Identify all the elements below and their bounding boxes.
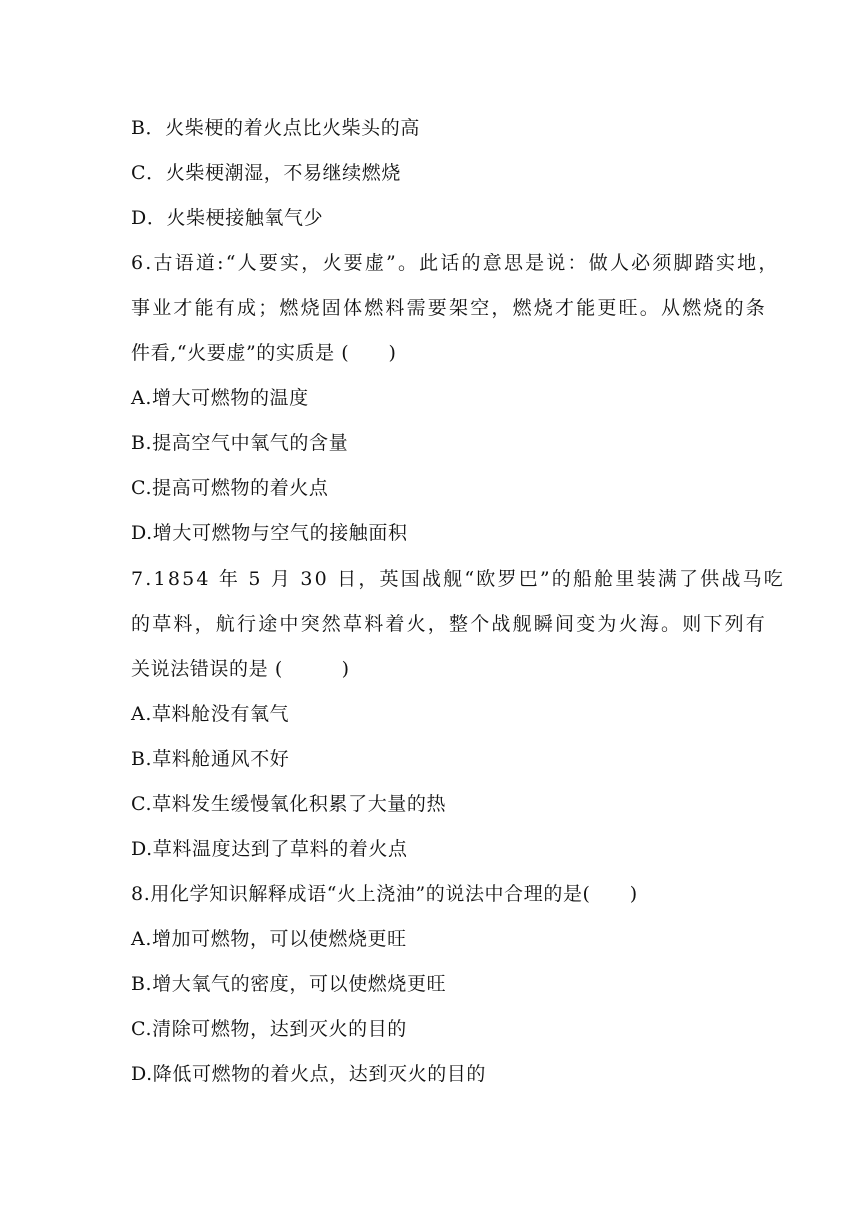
q6-option-b: B.提高空气中氧气的含量 [131, 432, 349, 454]
q8-stem-line-1: 8.用化学知识解释成语“火上浇油”的说法中合理的是( ) [131, 883, 638, 905]
q5-option-d: D．火柴梗接触氧气少 [131, 207, 324, 229]
q6-stem-line-1: 6.古语道:“人要实，火要虚”。此话的意思是说：做人必须脚踏实地， [131, 252, 780, 274]
q6-stem-line-3: 件看,“火要虚”的实质是 ( ) [131, 342, 397, 364]
q6-option-c: C.提高可燃物的着火点 [131, 477, 329, 499]
q6-option-d: D.增大可燃物与空气的接触面积 [131, 522, 408, 544]
q7-option-b: B.草料舱通风不好 [131, 748, 290, 770]
q5-option-b: B．火柴梗的着火点比火柴头的高 [131, 117, 420, 139]
q7-option-c: C.草料发生缓慢氧化积累了大量的热 [131, 793, 447, 815]
q8-option-c: C.清除可燃物，达到灭火的目的 [131, 1018, 407, 1040]
q7-stem-line-1: 7.1854 年 5 月 30 日，英国战舰“欧罗巴”的船舱里装满了供战马吃 [131, 568, 785, 590]
q8-option-d: D.降低可燃物的着火点，达到灭火的目的 [131, 1063, 486, 1085]
q7-stem-line-3: 关说法错误的是 ( ) [131, 658, 350, 680]
q6-stem-line-2: 事业才能有成；燃烧固体燃料需要架空，燃烧才能更旺。从燃烧的条 [131, 297, 768, 319]
q7-option-d: D.草料温度达到了草料的着火点 [131, 838, 408, 860]
q7-option-a: A.草料舱没有氧气 [131, 703, 290, 725]
q6-option-a: A.增大可燃物的温度 [131, 387, 309, 409]
q8-option-b: B.增大氧气的密度，可以使燃烧更旺 [131, 973, 447, 995]
q5-option-c: C．火柴梗潮湿，不易继续燃烧 [131, 162, 401, 184]
q8-option-a: A.增加可燃物，可以使燃烧更旺 [131, 928, 407, 950]
q7-stem-line-2: 的草料，航行途中突然草料着火，整个战舰瞬间变为火海。则下列有 [131, 613, 768, 635]
